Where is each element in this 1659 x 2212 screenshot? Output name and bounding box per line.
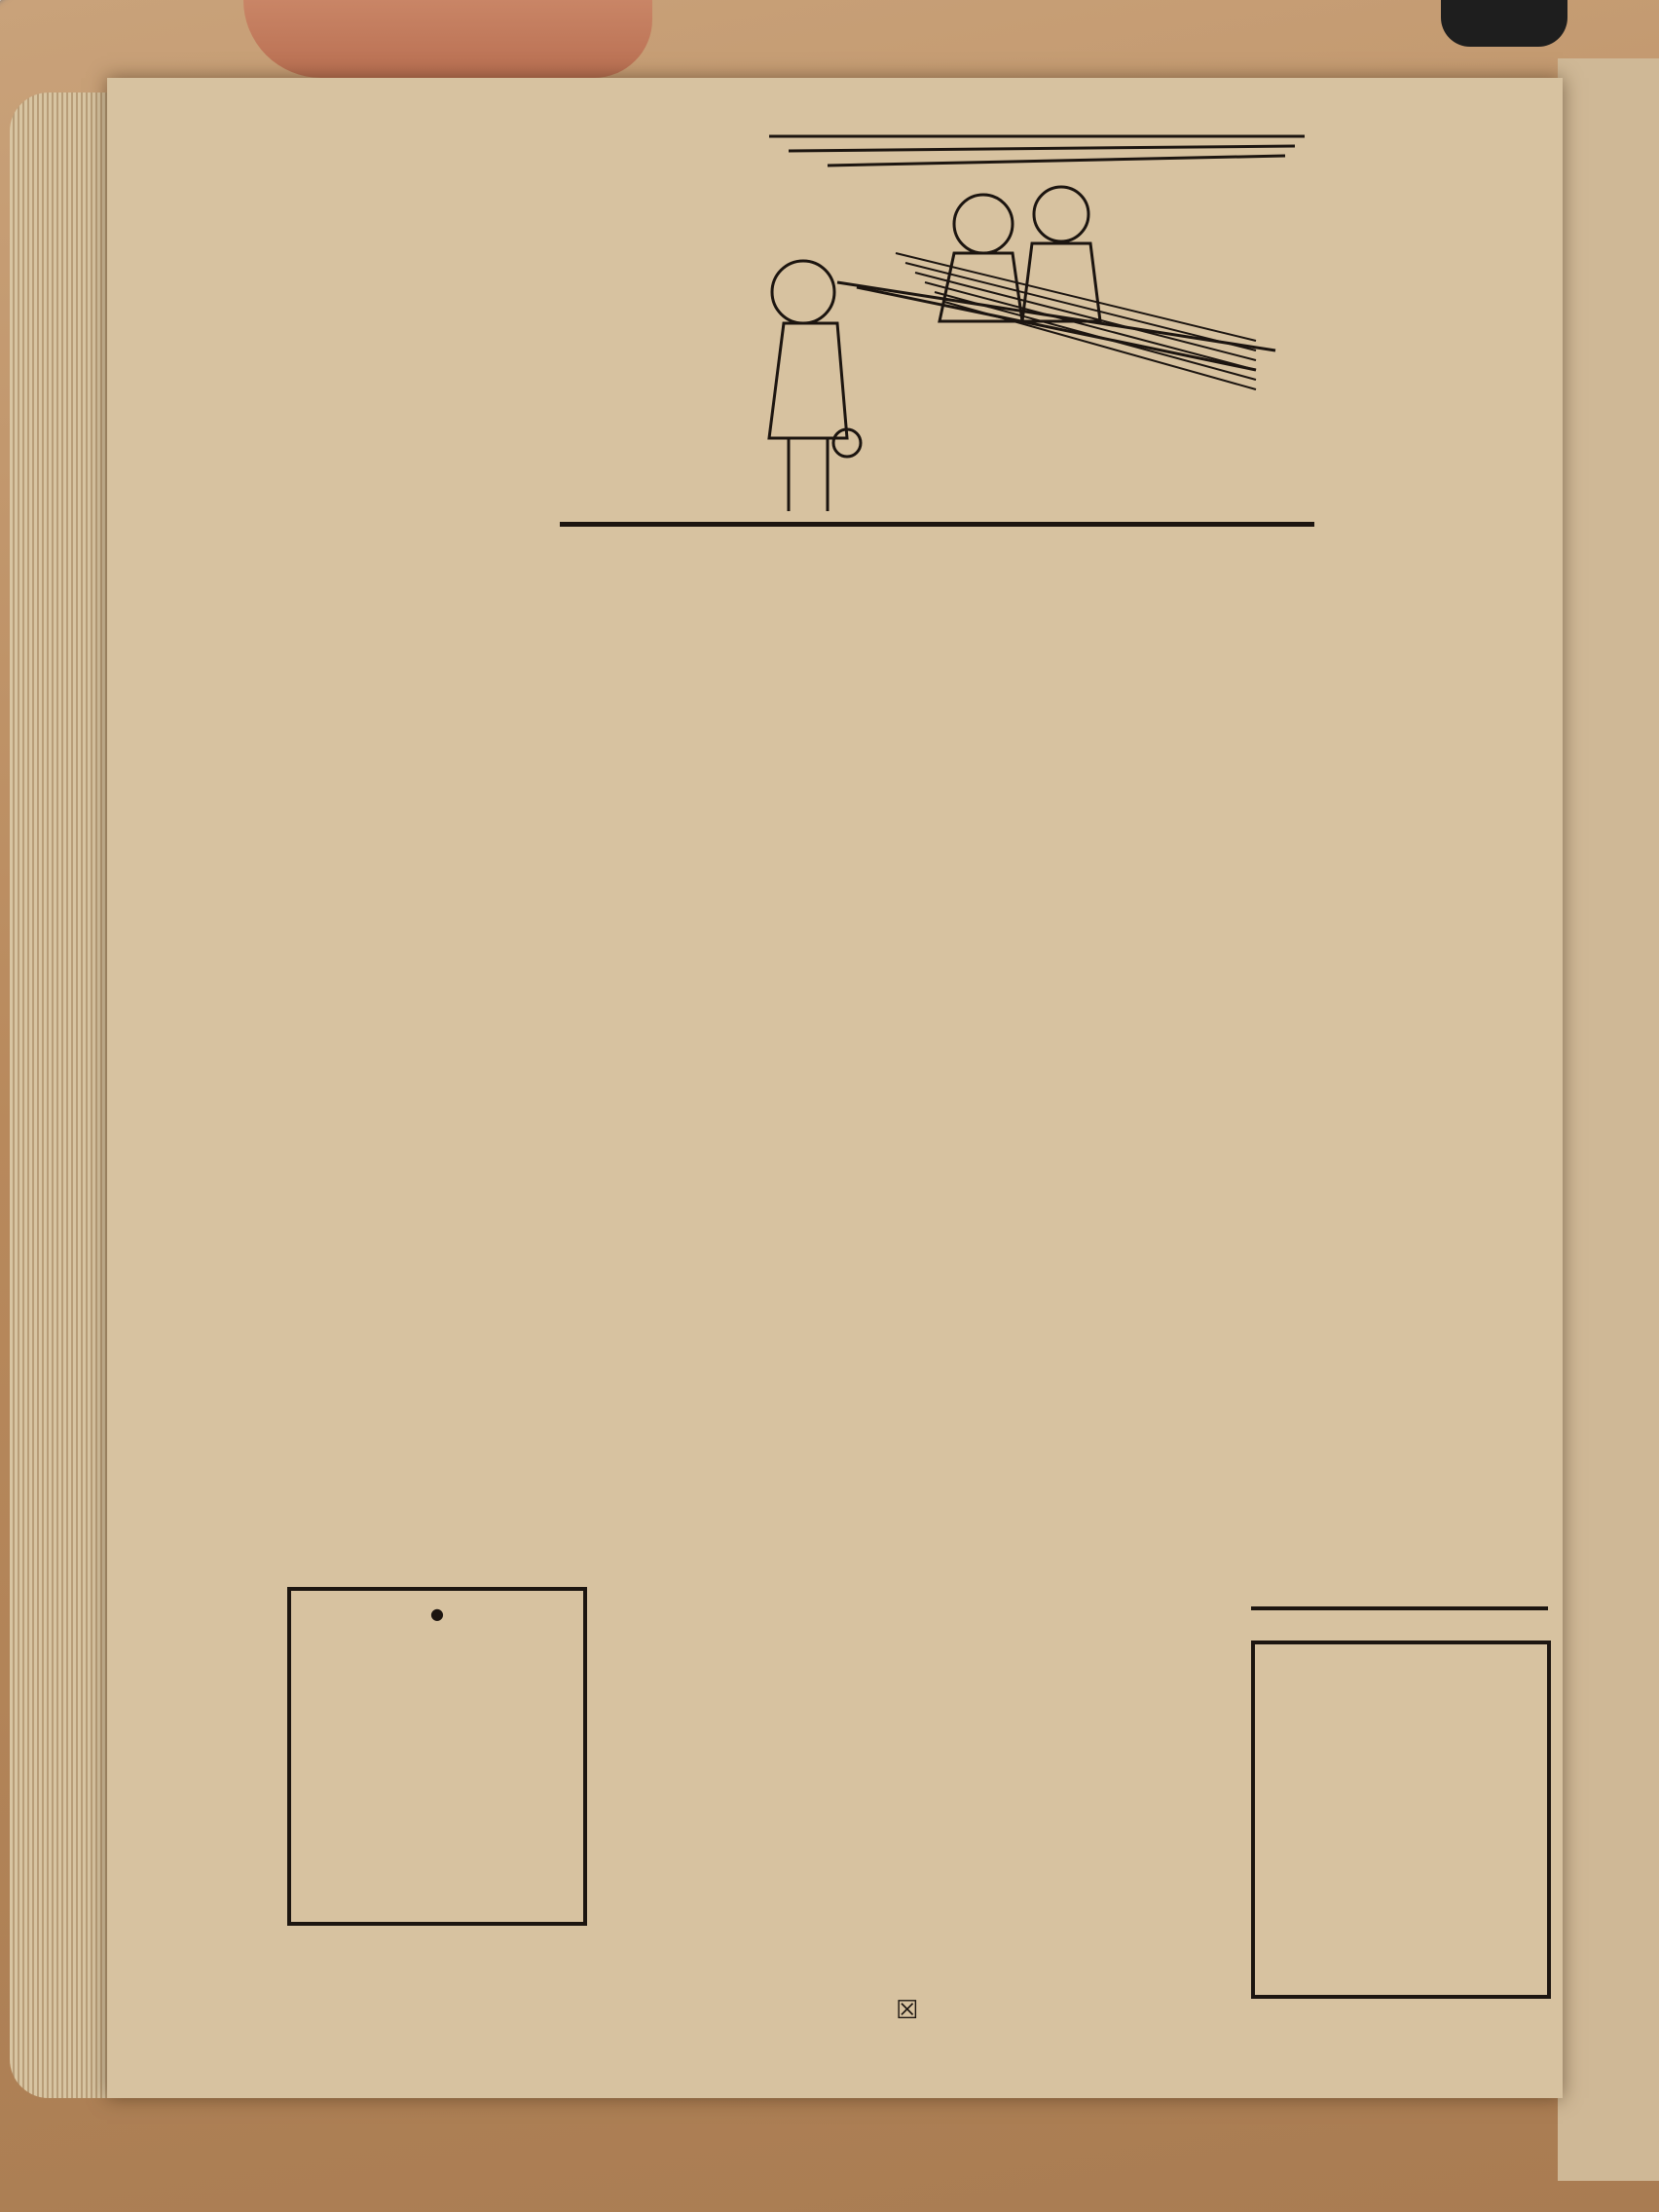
an-thai-advertisement: [287, 1587, 587, 1926]
column-1: [146, 239, 482, 1660]
pen-cap: [1441, 0, 1567, 47]
column-4: [1241, 97, 1553, 1655]
hand-holding-page: [243, 0, 652, 78]
column-3: [903, 662, 1249, 2064]
footer-logo: ☒: [896, 1996, 919, 2025]
column-2: [560, 545, 876, 2064]
newspaper-page: [107, 78, 1563, 2098]
cartoon-caption: [547, 200, 722, 433]
column-4-rule: [1251, 1606, 1548, 1610]
cartoon-illustration: [730, 117, 1314, 526]
an-thai-dot: ●: [430, 1604, 444, 1623]
section-rule: [560, 522, 1314, 527]
pharmacie-tin-advertisement: [1251, 1641, 1551, 1999]
right-page: [1558, 58, 1659, 2181]
